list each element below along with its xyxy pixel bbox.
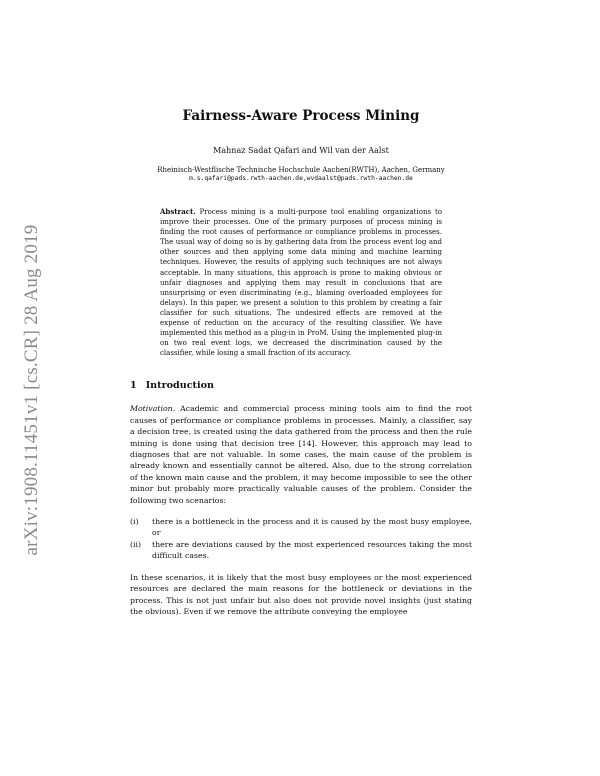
paper-emails: m.s.qafari@pads.rwth-aachen.de,wvdaalst@pads.rwth-aachen.de	[189, 175, 413, 182]
paper-affiliation: Rheinisch-Westflische Technische Hochschule Aachen(RWTH), Aachen, Germany	[157, 166, 445, 174]
intro-paragraph-2: In these scenarios, it is likely that the most busy employees or the most experienced resources are declared the main reasons for the bottleneck or deviations in the process. This is not just unfair but also does not provide novel insights (just stating the obvious). Even if we remove the attribute conveying the employee	[130, 572, 472, 616]
section-title: Introduction	[145, 380, 215, 392]
list-item	[130, 516, 472, 539]
paper-page	[130, 108, 472, 617]
list-item-label: (ii)	[130, 539, 142, 549]
intro-paragraph-1-text: Academic and commercial process mining tools aim to find the root causes of performance or compliance problems in processes. Mainly, a classifier, say a decision tree, is created using the data gathered from the process and then the rule mining is done using that decision tree [14]. However, this approach may lead to diagnoses that are not valuable. In some cases, the main cause of the problem is already known and essentially cannot be altered. Also, due to the strong correlation of the known main cause and the problem, it may become impossible to see the other minor but probably more practically valuable causes of the problem. Consider the following two scenarios:	[130, 404, 472, 505]
abstract	[160, 207, 442, 358]
list-item-label: (i)	[130, 517, 139, 527]
intro-paragraph-1	[130, 403, 472, 506]
list-item-text: there are deviations caused by the most experienced resources taking the most difficult cases.	[152, 539, 472, 561]
arxiv-identifier: arXiv:1908.11451v1 [cs.CR] 28 Aug 2019	[21, 224, 42, 556]
scenario-list	[130, 516, 472, 562]
arxiv-sidebar-stamp	[22, 200, 42, 580]
list-item-text: there is a bottleneck in the process and it is caused by the most busy employee, or	[152, 517, 472, 538]
paper-title: Fairness-Aware Process Mining	[182, 108, 420, 124]
abstract-label: Abstract.	[160, 207, 196, 216]
abstract-text: Process mining is a multi-purpose tool enabling organizations to improve their processes. One of the primary purposes of process mining is finding the root causes of performance or compliance problems in processes. The usual way of doing so is by gathering data from the process event log and other sources and then applying some data mining and machine learning techniques. However, the results of applying such techniques are not always acceptable. In many situations, this approach is prone to making obvious or unfair diagnoses and applying them may result in conclusions that are unsurprising or even discriminating (e.g., blaming overloaded employees for delays). In this paper, we present a solution to this problem by creating a fair classifier for such situations. The undesired effects are removed at the expense of reduction on the accuracy of the resulting classifier. We have implemented this method as a plug-in in ProM. Using the implemented plug-in on two real event logs, we decreased the discrimination caused by the classifier, while losing a small fraction of its accuracy.	[160, 208, 442, 358]
section-heading	[130, 380, 472, 391]
motivation-lead: Motivation.	[130, 404, 176, 414]
paper-authors: Mahnaz Sadat Qafari and Wil van der Aalst	[213, 146, 389, 155]
list-item	[130, 539, 472, 562]
section-number: 1	[130, 380, 137, 392]
